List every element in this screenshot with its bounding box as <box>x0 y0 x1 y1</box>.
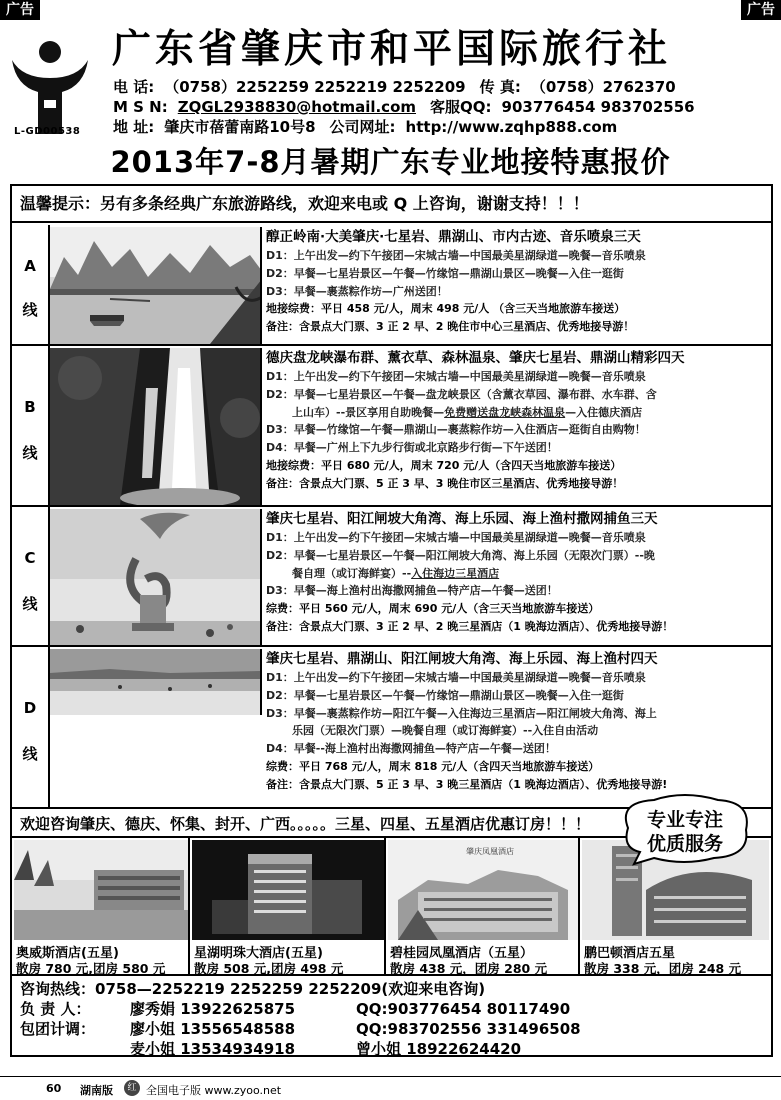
route-a-details <box>266 227 767 336</box>
address-row <box>113 118 617 137</box>
route-title: 肇庆七星岩、鼎湖山、阳江闸坡大角湾、海上乐园、海上渔村四天 <box>266 651 658 667</box>
fax-label: 传 真: <box>479 78 521 96</box>
page-footer <box>0 1076 781 1100</box>
route-letter-suffix: 线 <box>22 745 38 763</box>
ad-label-left: 广告 <box>0 0 40 20</box>
manager-contact: 廖秀娟 13922625875 <box>130 1000 296 1018</box>
hotel-price: 散房 780 元,团房 580 元 <box>16 961 166 976</box>
page-number: 60 <box>46 1082 62 1095</box>
website-label: 公司网址: <box>329 118 396 136</box>
group-contact-1: 廖小姐 13556548588 <box>130 1020 296 1038</box>
hotel-name: 星湖明珠大酒店(五星) <box>194 946 323 961</box>
day-2: D2：早餐—七星岩景区—午餐—阳江闸坡大角湾、海上乐园（无限次门票）--晚 <box>266 548 655 562</box>
service-badge-text <box>626 808 744 856</box>
edition-mark-icon: 红 <box>124 1080 140 1096</box>
route-title: 肇庆七星岩、阳江闸坡大角湾、海上乐园、海上渔村撒网捕鱼三天 <box>266 511 658 527</box>
group-label: 包团计调： <box>20 1020 96 1038</box>
route-letter: D <box>23 699 37 717</box>
day-2: D2：早餐—七星岩景区—午餐—盘龙峡景区（含薰衣草园、瀑布群、水车群、含 <box>266 387 657 401</box>
route-a <box>12 225 771 346</box>
day-4: D4：早餐--海上渔村出海撒网捕鱼—特产店—午餐—送团！ <box>266 742 556 756</box>
day-1: D1：上午出发—约下午接团—宋城古墙—中国最美星湖绿道—晚餐—音乐喷泉 <box>266 249 646 262</box>
hotel-photo-icon <box>192 840 384 940</box>
hotel-photo-icon <box>14 840 188 940</box>
day-2-text: 餐自理（或订海鲜宴）-- <box>292 566 412 580</box>
manager-row <box>20 998 570 1020</box>
day-2-continued <box>266 565 767 583</box>
route-letter: A <box>24 257 36 275</box>
day-4: D4：早餐—广州上下九步行街或北京路步行街—下午送团！ <box>266 441 558 455</box>
route-note: 备注：含景点大门票、5 正 3 早、3 晚住市区三星酒店、优秀地接导游！ <box>266 476 624 490</box>
route-a-photo <box>50 227 262 344</box>
route-c-photo <box>50 509 262 645</box>
route-d <box>12 647 771 809</box>
day-1: D1：上午出发—约下午接团—宋城古墙—中国最美星湖绿道—晚餐—音乐喷泉 <box>266 370 646 383</box>
hotline-row <box>20 978 485 1000</box>
msn-label: M S N: <box>113 98 168 116</box>
group-contact-3: 曾小姐 18922624420 <box>356 1040 522 1058</box>
day-2-hotel: —入住德庆酒店 <box>565 405 643 419</box>
group-qq: QQ:983702556 331496508 <box>356 1020 581 1038</box>
msn-address: ZQGL2938830@hotmail.com <box>177 98 417 116</box>
route-b-letter-cell <box>12 346 50 505</box>
manager-label: 负 责 人： <box>20 1000 91 1018</box>
msn-row <box>113 98 695 117</box>
karst-lake-photo-icon <box>50 227 262 344</box>
route-price: 综费：平日 768 元/人，周末 818 元/人（含四天当地旅游车接送） <box>266 759 600 773</box>
day-3: D3：早餐—裹蒸粽作坊—阳江午餐—入住海边三星酒店—阳江闸坡大角湾、海上 <box>266 706 657 720</box>
route-a-letter-cell <box>12 225 50 344</box>
route-letter: B <box>24 398 36 416</box>
phone-numbers: （0758）2252259 2252219 2252209 <box>164 78 466 96</box>
route-note: 备注：含景点大门票、3 正 2 早、2 晚三星酒店（1 晚海边酒店）、优秀地接导游！ <box>266 619 674 633</box>
address-value: 肇庆市蓓蕾南路10号8 <box>164 118 316 136</box>
route-b-details <box>266 348 767 493</box>
hotel-card <box>12 838 190 974</box>
route-title: 德庆盘龙峡瀑布群、薰衣草、森林温泉、肇庆七星岩、鼎湖山精彩四天 <box>266 350 685 366</box>
hotline-label: 咨询热线： <box>20 980 96 998</box>
day-1: D1：上午出发—约下午接团—宋城古墙—中国最美星湖绿道—晚餐—音乐喷泉 <box>266 531 646 544</box>
address-label: 地 址: <box>113 118 155 136</box>
hotel-name: 碧桂园凤凰酒店（五星） <box>390 946 534 961</box>
day-2-continued <box>266 404 767 422</box>
route-c <box>12 507 771 647</box>
route-d-letter-cell <box>12 647 50 807</box>
route-d-details <box>266 649 767 794</box>
route-c-letter-cell <box>12 507 50 645</box>
hotel-name: 鹏巴顿酒店五星 <box>584 946 676 961</box>
website-url[interactable]: http://www.zqhp888.com <box>405 118 618 136</box>
route-title: 醇正岭南·大美肇庆·七星岩、鼎湖山、市内古迹、音乐喷泉三天 <box>266 229 641 245</box>
group-row-1 <box>20 1018 581 1040</box>
offer-frame <box>10 184 773 1057</box>
edition-label: 湖南版 <box>80 1084 113 1097</box>
route-b-photo <box>50 348 262 505</box>
ad-label-right: 广告 <box>741 0 781 20</box>
hotel-price: 散房 438 元，团房 280 元 <box>390 961 548 976</box>
day-3-continued: 乐园（无限次门票）—晚餐自理（或订海鲜宴）--入住自由活动 <box>292 724 599 738</box>
route-letter-suffix: 线 <box>22 444 38 462</box>
route-letter-suffix: 线 <box>22 595 38 613</box>
route-note: 备注：含景点大门票、3 正 2 早、2 晚住市中心三星酒店、优秀地接导游！ <box>266 320 635 334</box>
route-price: 地接综费：平日 680 元/人，周末 720 元/人（含四天当地旅游车接送） <box>266 458 622 472</box>
badge-line-1: 专业专注 <box>646 809 723 831</box>
day-2-text: 上山车）--景区享用自助晚餐— <box>292 405 445 419</box>
route-b <box>12 346 771 507</box>
sea-beach-photo-icon <box>50 649 262 715</box>
hotel-price: 散房 338 元，团房 248 元 <box>584 961 742 976</box>
route-price: 地接综费：平日 458 元/人，周末 498 元/人 （含三天当地旅游车接送） <box>266 302 626 316</box>
day-3: D3：早餐—竹缘馆—午餐—鼎湖山—裹蒸粽作坊—入住酒店—逛街自由购物！ <box>266 423 646 437</box>
route-price: 综费：平日 560 元/人，周末 690 元/人（含三天当地旅游车接送） <box>266 602 600 616</box>
route-note: 备注：含景点大门票、5 正 3 早、3 晚三星酒店（1 晚海边酒店）、优秀地接导游! <box>266 777 668 791</box>
day-3: D3：早餐—海上渔村出海撒网捕鱼—特产店—午餐—送团！ <box>266 584 558 598</box>
route-letter: C <box>24 549 36 567</box>
free-hot-spring: 免费赠送盘龙峡森林温泉 <box>444 405 566 419</box>
hotline-numbers: 0758—2252219 2252259 2252209(欢迎来电咨询) <box>95 980 486 998</box>
day-1: D1：上午出发—约下午接团—宋城古墙—中国最美星湖绿道—晚餐—音乐喷泉 <box>266 671 646 684</box>
fax-number: （0758）2762370 <box>530 78 676 96</box>
tip-banner: 温馨提示：另有多条经典广东旅游路线，欢迎来电或 Q 上咨询，谢谢支持！！！ <box>12 186 771 223</box>
badge-line-2: 优质服务 <box>646 833 723 855</box>
manager-qq: QQ:903776454 80117490 <box>356 1000 571 1018</box>
day-2: D2：早餐—七星岩景区—午餐—竹缘馆—鼎湖山景区—晚餐—入住一逛街 <box>266 266 624 280</box>
beach-sculpture-photo-icon <box>50 509 262 645</box>
hotel-name: 奥威斯酒店(五星) <box>16 946 119 961</box>
hotel-notice: 欢迎咨询肇庆、德庆、怀集、封开、广西。。。。。三星、四星、五星酒店优惠订房！！！ <box>20 815 591 833</box>
hotel-price: 散房 508 元,团房 498 元 <box>194 961 344 976</box>
company-name: 广东省肇庆市和平国际旅行社 <box>112 27 672 72</box>
agency-header <box>0 20 781 145</box>
phone-row <box>113 78 676 97</box>
route-letter-suffix: 线 <box>22 301 38 319</box>
day-2: D2：早餐—七星岩景区—午餐—竹缘馆—鼎湖山景区—晚餐—入住一逛街 <box>266 688 624 702</box>
hotel-sign: 肇庆凤凰酒店 <box>466 847 514 856</box>
qq-numbers: 903776454 983702556 <box>501 98 695 116</box>
waterfall-photo-icon <box>50 348 262 505</box>
route-c-details <box>266 509 767 636</box>
main-title: 2013年7-8月暑期广东专业地接特惠报价 <box>110 145 671 179</box>
footer-website[interactable]: 全国电子版 www.zyoo.net <box>146 1084 282 1097</box>
group-row-2 <box>20 1038 521 1060</box>
route-d-photo <box>50 649 262 715</box>
day-3: D3：早餐—裹蒸粽作坊—广州送团！ <box>266 284 448 298</box>
qq-label: 客服QQ: <box>430 98 492 116</box>
contact-block <box>12 978 771 1056</box>
group-contact-2: 麦小姐 13534934918 <box>130 1040 296 1058</box>
seaside-hotel: 入住海边三星酒店 <box>411 566 500 580</box>
hotel-card <box>386 838 580 974</box>
hotel-card <box>190 838 386 974</box>
license-code: L-GD00538 <box>14 126 81 137</box>
phone-label: 电 话: <box>113 78 155 96</box>
